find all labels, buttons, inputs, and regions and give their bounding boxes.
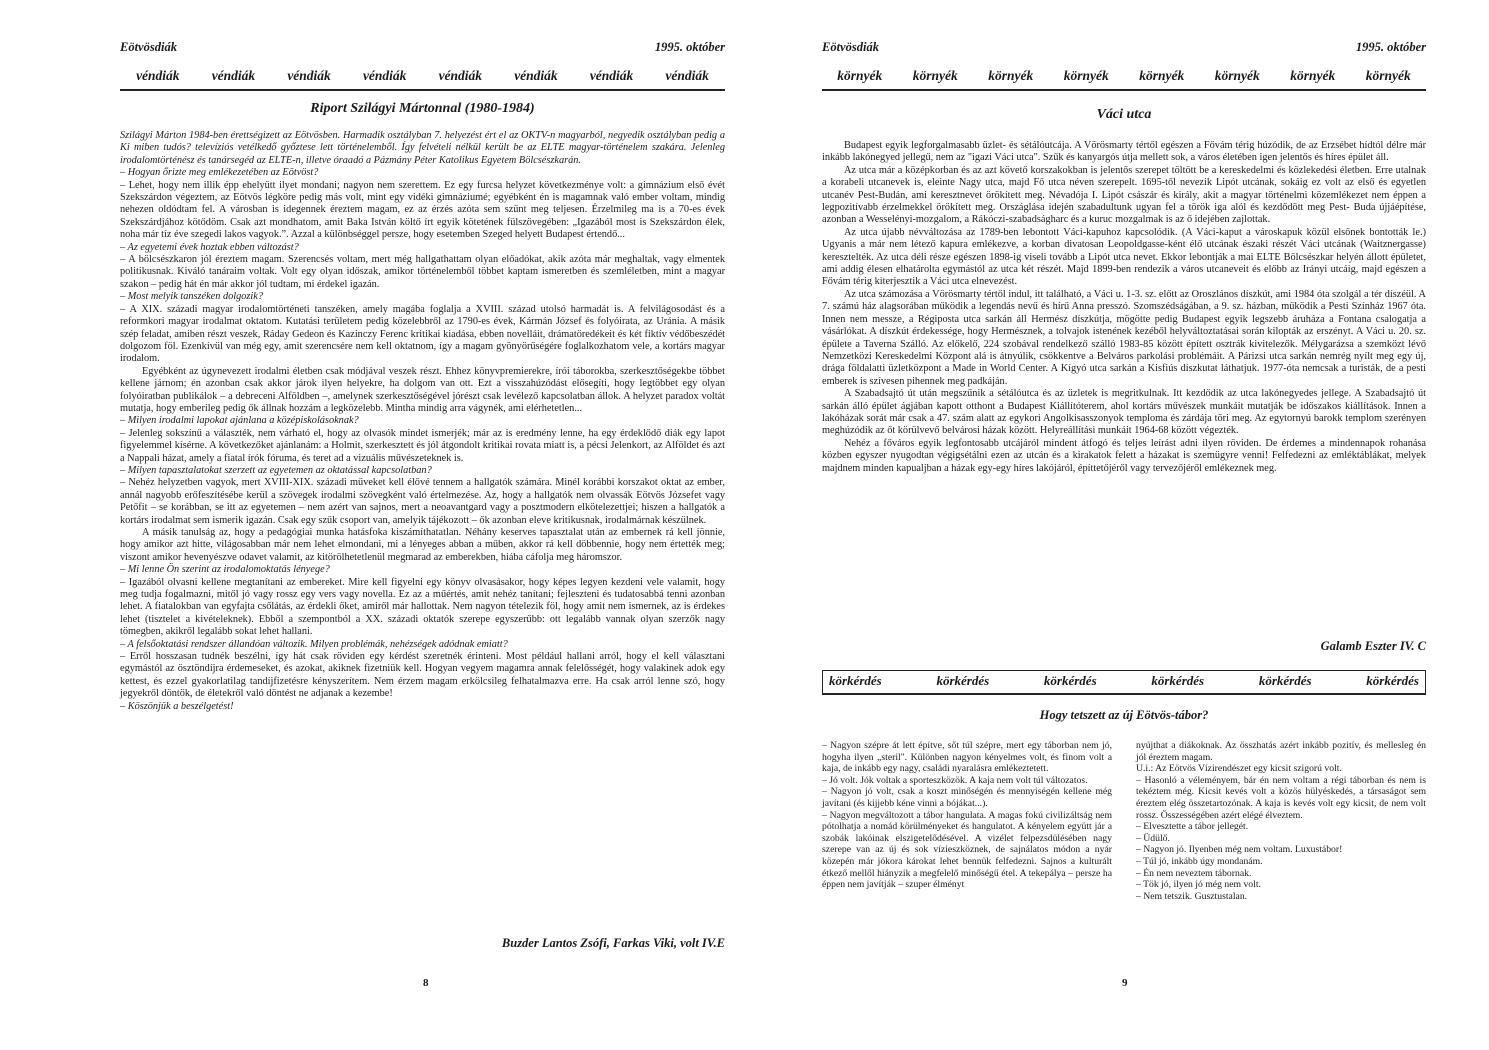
article-signature: Buzder Lantos Zsófi, Farkas Viki, volt IV.E bbox=[501, 936, 725, 950]
interview-body bbox=[120, 130, 725, 713]
intro-paragraph: Szilágyi Márton 1984-ben érettségizett az Eötvösben. Harmadik osztályban 7. helyezést ért el az OKTV-n magyarból, negyedik osztályban pedig a Ki miben tudós? televíziós vetélkedő győztese lett történelemből. Így felvételi nélkül került be az ELTE magyar-történelem szakára. Jelenleg irodalomtörténész és tanársegéd az ELTE-n, illetve óraadó a Pázmány Péter Katolikus Egyetem Bölcsészkarán. bbox=[120, 130, 725, 166]
article-body bbox=[822, 140, 1426, 475]
left-page bbox=[120, 0, 725, 1050]
answer: – Lehet, hogy nem illik épp ehelyütt ilyet mondani; nagyon nem szerettem. Ez egy furcsa helyzet következménye volt: a gimnázium első évét Szekszárdon végeztem, az Eötvös légköre pedig más volt, mint egy vidéki gimnáziumé; egyébként én is magamnak való ember voltam, mindig nehezen oldódtam fel. A városban is idegennek éreztem magam, ez az érzés azóta sem szűnt meg teljesen. Érzelmileg ma is a 70-es évek Szekszárdjához kötődöm. Csak azt mondhatom, amit Baka István költő írt egyik kötetének fülszövegében: „Igazából most is Szekszárdon élek, noha már tíz éve szegedi lakos vagyok.”. Azzal a különbséggel persze, hogy esetemben Szeged helyett Budapest értendő... bbox=[120, 179, 725, 241]
answer: – Jelenleg sokszínű a választék, nem várható el, hogy az olvasók mindet ismerjék; már az is eredmény lenne, ha egy érdeklődő diák egy lapot figyelemmel kísérne. A következőket ajánlanám: a Holmit, szerkesztett és jól átgondolt kritikai rovata miatt is, a pécsi Jelenkort, az Alföldet és azt a Nappali házat, amely a fiatal írók fóruma, és teret ad a vizuális művészeteknek is. bbox=[120, 427, 725, 464]
survey-answer: – Nagyon megváltozott a tábor hangulata. A magas fokú civilizáltság nem pótolhatja a nomád körülményeket és hangulatot. A kényelem együtt jár a szobák lakóinak elszigetelődésével. A vizélet felpezsdülésében nagy szerepe van az új és sok vízieszköznek, de sajnálatos módon a nyár közepén már jókora károkat lehet bennük felfedezni. Sajnos a kulturált étkező mellől hiányzik a megfelelő minőségű étel. A tekepálya – persze ha éppen nem javítják – szuper élményt bbox=[822, 809, 1112, 891]
magazine-title: Eötvösdiák bbox=[120, 40, 177, 54]
survey-tab: körkérdés bbox=[829, 673, 882, 688]
survey-column-left bbox=[822, 740, 1112, 902]
question: – Hogyan őrizte meg emlékezetében az Eötvöst? bbox=[120, 167, 319, 179]
survey-answers bbox=[822, 740, 1426, 902]
paragraph: Az utca újabb névváltozása az 1789-ben lebontott Váci-kapuhoz kapcsolódik. (A Váci-kaput a városkapuk közül elsőnek bontották le.) Ugyanis a már nem létező kapura emlékezve, a korban divatosan Leopoldgasse-ként élő utcának északi részét Váci utcának (Waitznergasse) keresztelték. Az utca déli része egészen 1898-ig viseli tovább a Lipót utca nevet. Ekkor lebontják a mai ELTE Bölcsészkar helyén állott épületet, ami addig élesen elhatárolta egymástól az utca két részét. Majd 1899-ben rendezik a város utcaneveit és előbb az Irányi utcáig, majd egészen a Fővám térig kiterjesztik a Váci utca elnevezést. bbox=[822, 226, 1426, 288]
article-title: Váci utca bbox=[1096, 107, 1152, 122]
issue-date: 1995. október bbox=[1355, 40, 1426, 54]
survey-tab: körkérdés bbox=[1258, 673, 1312, 688]
closing-line: – Köszönjük a beszélgetést! bbox=[120, 700, 234, 712]
survey-answer: U.i.: Az Eötvös Vízirendészet egy kicsit szigorú volt. bbox=[1136, 763, 1342, 775]
section-tab: véndiák bbox=[136, 68, 180, 83]
survey-answer: – Nagyon jó. Ilyenben még nem voltam. Luxustábor! bbox=[1136, 844, 1343, 856]
question: – Milyen tapasztalatokat szerzett az egyetemen az oktatással kapcsolatban? bbox=[120, 464, 432, 476]
section-band bbox=[822, 65, 1426, 91]
paragraph: Az utca számozása a Vörösmarty tértől indul, itt található, a Váci u. 1-3. sz. előtt az Oroszlános díszkút, ami 1984 óta szolgál a tér díszéül. A 7. számú ház alagsorában működik a legendás nevű és hírű Anna presszó. Szomszédságában, a 9. sz. házban, működik a Pesti Színház 1967 óta. Innen nem messze, a Régiposta utca sarkán áll Hermész díszkútja, mögötte pedig Budapest egyik legszebb áruháza a Fontana csalogatja a vásárlókat. A díszkút érdekessége, hogy Hermésznek, a tolvajok istenének kezéből helyváltoztatásai során kilopták az erszényt. A Váci u. 20. sz. épülete a Taverna Szálló. Az előkelő, 224 szobával rendelkező szálló 1983-85 között épített osztrák kivitelezők. Mélygarázsa a szemközt lévő Nemzetközi Kereskedelmi Központ alá is átnyúlik, csökkentve a Belváros parkolási problémáit. A Párizsi utca sarkán nemrég nyílt meg egy új, drága földalatti üzletközpont a Made in World Center. A Kígyó utca sarkán a Kisfiús díszkutat láthatjuk. 1977-óta nemcsak a turisták, de a pesti emberek is szívesen pihennek meg padkáján. bbox=[822, 288, 1426, 387]
question: – Mi lenne Ön szerint az irodalomoktatás lényege? bbox=[120, 564, 330, 576]
section-tab: véndiák bbox=[362, 68, 407, 83]
paragraph: Budapest egyik legforgalmasabb üzlet- és sétálóutcája. A Vörösmarty tértől egészen a Fővám térig húzódik, de az Erzsébet hídtól délre már inkább lakónegyed jellegű, nem az "igazi Váci utca". Szűk és kanyargós útja mellett sok, a város életében igen jelentős és híres épület áll. bbox=[822, 140, 1426, 164]
section-tab: környék bbox=[1063, 68, 1109, 83]
page-header bbox=[120, 40, 725, 56]
section-tab: környék bbox=[1214, 68, 1260, 83]
section-tab: környék bbox=[1290, 68, 1336, 83]
answer: Egyébként az úgynevezett irodalmi életben csak módjával veszek részt. Ehhez könyvpremierekre, írói táborokba, szerkesztőségekbe többet kellene járnom; én azonban csak akkor járok ilyen helyekre, ha dolgom van ott. Ezt a visszahúzódást elősegíti, hogy legtöbbet egy olyan folyóiratban publikálok – a debreceni Alföldben –, amelynek szerkesztőségével jórészt csak levélező kapcsolatban állok. A helyzet paradox voltát mutatja, hogy emberileg pedig ők állnak hozzám a legközelebb. Mintha mindig arra vágynék, ami elérhetetlen... bbox=[120, 365, 725, 414]
survey-title: Hogy tetszett az új Eötvös-tábor? bbox=[1039, 708, 1209, 722]
survey-answer: – Nem tetszik. Gusztustalan. bbox=[1136, 890, 1248, 902]
survey-answer: – Én nem neveztem tábornak. bbox=[1136, 867, 1252, 879]
question: – Most melyik tanszéken dolgozik? bbox=[120, 291, 263, 303]
survey-answer: – Tök jó, ilyen jó még nem volt. bbox=[1136, 879, 1261, 891]
question: – Az egyetemi évek hoztak ebben változást? bbox=[120, 241, 299, 253]
section-tab: környék bbox=[912, 68, 958, 83]
question: – Milyen irodalmi lapokat ajánlana a középiskolásoknak? bbox=[120, 415, 359, 427]
page-number: 9 bbox=[1122, 977, 1128, 989]
page-header bbox=[822, 40, 1426, 56]
section-tab: véndiák bbox=[287, 68, 331, 83]
section-tab: környék bbox=[1139, 68, 1185, 83]
section-band bbox=[120, 65, 725, 91]
survey-answer: – Nagyon jó volt, csak a koszt minőségén és mennyiségén kellene még javítani (és kijjebb kéne vinni a bójákat...). bbox=[822, 786, 1112, 809]
issue-date: 1995. október bbox=[654, 40, 725, 54]
survey-column-right bbox=[1136, 740, 1426, 902]
answer: – Erről hosszasan tudnék beszélni, így hát csak röviden egy kérdést szeretnék érinteni. Most például hallani arról, hogy el kell választani egymástól az ösztöndíjra érdemeseket, és azokat, akiknek fizetniük kell. Hogyan vegyem magamra annak felelősségét, hogy valakinek adok egy kettest, és ezzel gyakorlatilag tandíjfizetésre kényszerítem. Nem érzem magam erkölcsileg felhatalmazva erre. Ha csak arról lenne szó, hogy jegyekről döntök, de életekről való döntést ne adjanak a kezembe! bbox=[120, 651, 725, 700]
survey-tab: körkérdés bbox=[1043, 673, 1097, 688]
article-title: Riport Szilágyi Mártonnal (1980-1984) bbox=[310, 101, 535, 116]
survey-answer: nyújthat a diákoknak. Az összhatás azért inkább pozitív, és mellesleg én jól éreztem magam. bbox=[1136, 740, 1426, 763]
survey-answer: – Nagyon szépre át lett építve, sőt túl szépre, mert egy táborban nem jó, hogyha ilyen „steril". Különben nagyon kényelmes volt, és finom volt a kaja, de inkább egy nagy, családi nyaralásra emlékeztetett. bbox=[822, 740, 1112, 775]
section-tab: környék bbox=[988, 68, 1034, 83]
answer: – A XIX. századi magyar irodalomtörténeti tanszéken, amely magába foglalja a XVIII. század utolsó harmadát is. A felvilágosodást és a reformkori magyar irodalmat oktatom. Kutatási területem pedig közelebbről az 1790-es évek, Kármán József és folyóirata, az Uránia. A másik szép feladat, amiben részt veszek, Ráday Gedeon és Kazinczy Ferenc kritikai kiadása, ebben novelláit, drámatöredékeit és két fiktív védőbeszédét dolgozom föl. Ezenkívül van még egy, amit szerencsére nem kell oktatnom, így a magam gyönyörűségére foglalkozhatom vele, a kortárs magyar irodalom. bbox=[120, 303, 725, 365]
survey-answer: – Túl jó, inkább úgy mondanám. bbox=[1136, 855, 1263, 867]
survey-tab: körkérdés bbox=[936, 673, 990, 688]
section-tab: véndiák bbox=[514, 68, 558, 83]
article-signature: Galamb Eszter IV. C bbox=[1320, 639, 1426, 653]
paragraph: Nehéz a főváros egyik legfontosabb utcájáról mindent átfogó és teljes leírást adni ilyen röviden. De érdemes a mindennapok rohanása közben egyszer nyugodtan végigsétálni ezen az utcán és a kirakatok felett a házakat is szemügyre venni! Felfedezni az emléktáblákat, melyek majdnem minden kapualjban a házak egy-egy híres lakójáról, építtetőjéről vagy tervezőjéről emlékeznek meg. bbox=[822, 437, 1426, 474]
section-tab: véndiák bbox=[589, 68, 634, 83]
section-tab: környék bbox=[1365, 68, 1411, 83]
question: – A felsőoktatási rendszer állandóan változik. Milyen problémák, nehézségek adódnak emiatt? bbox=[120, 638, 508, 650]
answer: – Igazából olvasni kellene megtanítani az embereket. Mire kell figyelni egy könyv olvasásakor, hogy képes legyen kezdeni vele valamit, hogy meg tudja fogalmazni, mitől jó vagy rossz egy vers vagy novella. Ez az a műértés, amit nehéz tanítani; fejleszteni és tudatosabbá tenni azonban lehet. A fiatalokban van egyfajta csőlátás, az érdekli őket, amiről már hallottak. Nem nagyon tételezik föl, hogy amit nem ismernek, az is érdekes lehet (tisztelet a kivételeknek). Ebből a szempontból a XX. századi oktatók szerepe egyszerűbb: ott legalább vannak olyan szerzők nagy tömegben, akikről legalább sokat lehet hallani. bbox=[120, 576, 725, 638]
section-tab: véndiák bbox=[665, 68, 709, 83]
magazine-title: Eötvösdiák bbox=[822, 40, 879, 54]
page-number: 8 bbox=[423, 977, 429, 989]
survey-answer: – Elvesztette a tábor jellegét. bbox=[1136, 821, 1249, 833]
section-tab: véndiák bbox=[211, 68, 256, 83]
survey-band bbox=[822, 670, 1426, 695]
survey-answer: – Üdülő. bbox=[1136, 832, 1170, 844]
answer: – Nehéz helyzetben vagyok, mert XVIII-XIX. századi műveket kell élővé tennem a hallgatók számára. Minél korábbi korszakot oktat az ember, annál nagyobb erőfeszítésébe kerül a szövegek irodalmi szövegként való értelmezése. Az, hogy a hallgatók nem olvassák Eötvös Józsefet vagy Petőfit – se korábban, se itt az egyetemen – nem azért van sajnos, mert a neoavantgard vagy a posztmodern elkötelezettjei; hiszen a hallgatók a kortárs irodalmat sem ismerik igazán. Csak egy szűk csoport van, amelyik tájékozott – ők azonban eleve kritikusnak, irodalmárnak készülnek. bbox=[120, 477, 725, 526]
paragraph: Az utca már a középkorban és az azt követő korszakokban is jelentős szerepet töltött be a kereskedelmi és közlekedési életben. Erre utalnak a korabeli utcanevek is, eleinte Nagy utca, majd Fő utca néven szerepelt. 1695-től nevezik Lipót utcának, sokáig ez volt az első és egyetlen utcanév Pest-Budán, ami keresztnevet örökített meg. Névadója I. Lipót császár és király, akit a magyar történelmi közemlékezet nem éppen a legpozitívabb érzelmekkel örökített meg. Országlása idején szabadultunk ugyan fel a török iga alól és kezdődött meg Pest- Buda újjáépítése, azonban a Wesselényi-mozgalom, a Rákóczi-szabadságharc és a kuruc mozgalmak is az ő idejében zajlottak. bbox=[822, 164, 1426, 226]
survey-tab: körkérdés bbox=[1366, 673, 1419, 688]
paragraph: A Szabadsajtó út után megszűnik a sétálóutca és az üzletek is megritkulnak. Itt kezdődik az utca lakónegyedes jellege. A Szabadsajtó út sarkán álló épület ágjában kapott otthont a Budapest Kiállítóterem, ahol kortárs művészek munkáit mutatják be időszakos kiállítások. Innen a lakóházak sorát már csak a 47. szám alatt az egykori Angolkisasszonyok temploma és zárdája töri meg. Az egytornyú barokk templom szerényen meghúzódik az őt körülvevő belvárosi házak között. Helyreállítási munkáit 1964-68 között végezték. bbox=[822, 388, 1426, 437]
section-tab: környék bbox=[837, 68, 883, 83]
section-tab: véndiák bbox=[438, 68, 483, 83]
survey-tab: körkérdés bbox=[1151, 673, 1205, 688]
survey-answer: – Hasonló a véleményem, bár én nem voltam a régi táborban és nem is tekéztem még. Kicsit kevés volt a közös hülyéskedés, a társaságot sem éreztem elég összetartozónak. A kaja is kevés volt egy kicsit, de nem volt rossz. Összességében azért elégé élveztem. bbox=[1136, 774, 1426, 821]
answer: A másik tanulság az, hogy a pedagógiai munka hatásfoka kiszámíthatatlan. Néhány keserves tapasztalat után az embernek rá kell jönnie, hogy amikor azt hitte, világosabban már nem lehet elmondani, mi a lényeges abban a műben, akkor rá kell döbbennie, hogy nem értették meg; viszont amikor hevenyészve odavet valamit, az kitörölhetetlenül megmarad az emberekben, hiába cáfolja meg háromszor. bbox=[120, 527, 725, 563]
answer: – A bölcsészkaron jól éreztem magam. Szerencsés voltam, mert még hallgathattam olyan előadókat, akik azóta már meghaltak, vagy elmentek politikusnak. Kiváló tanáraim voltak. Volt egy olyan időszak, amikor történelemből többet kaptam ismeretben és szemléletben, mint a magyar szakon – pedig hát én már akkor jól tudtam, mi érdekel igazán. bbox=[120, 254, 725, 290]
survey-answer: – Jó volt. Jók voltak a sporteszközök. A kaja nem volt túl változatos. bbox=[822, 774, 1088, 786]
right-page bbox=[822, 0, 1426, 1050]
